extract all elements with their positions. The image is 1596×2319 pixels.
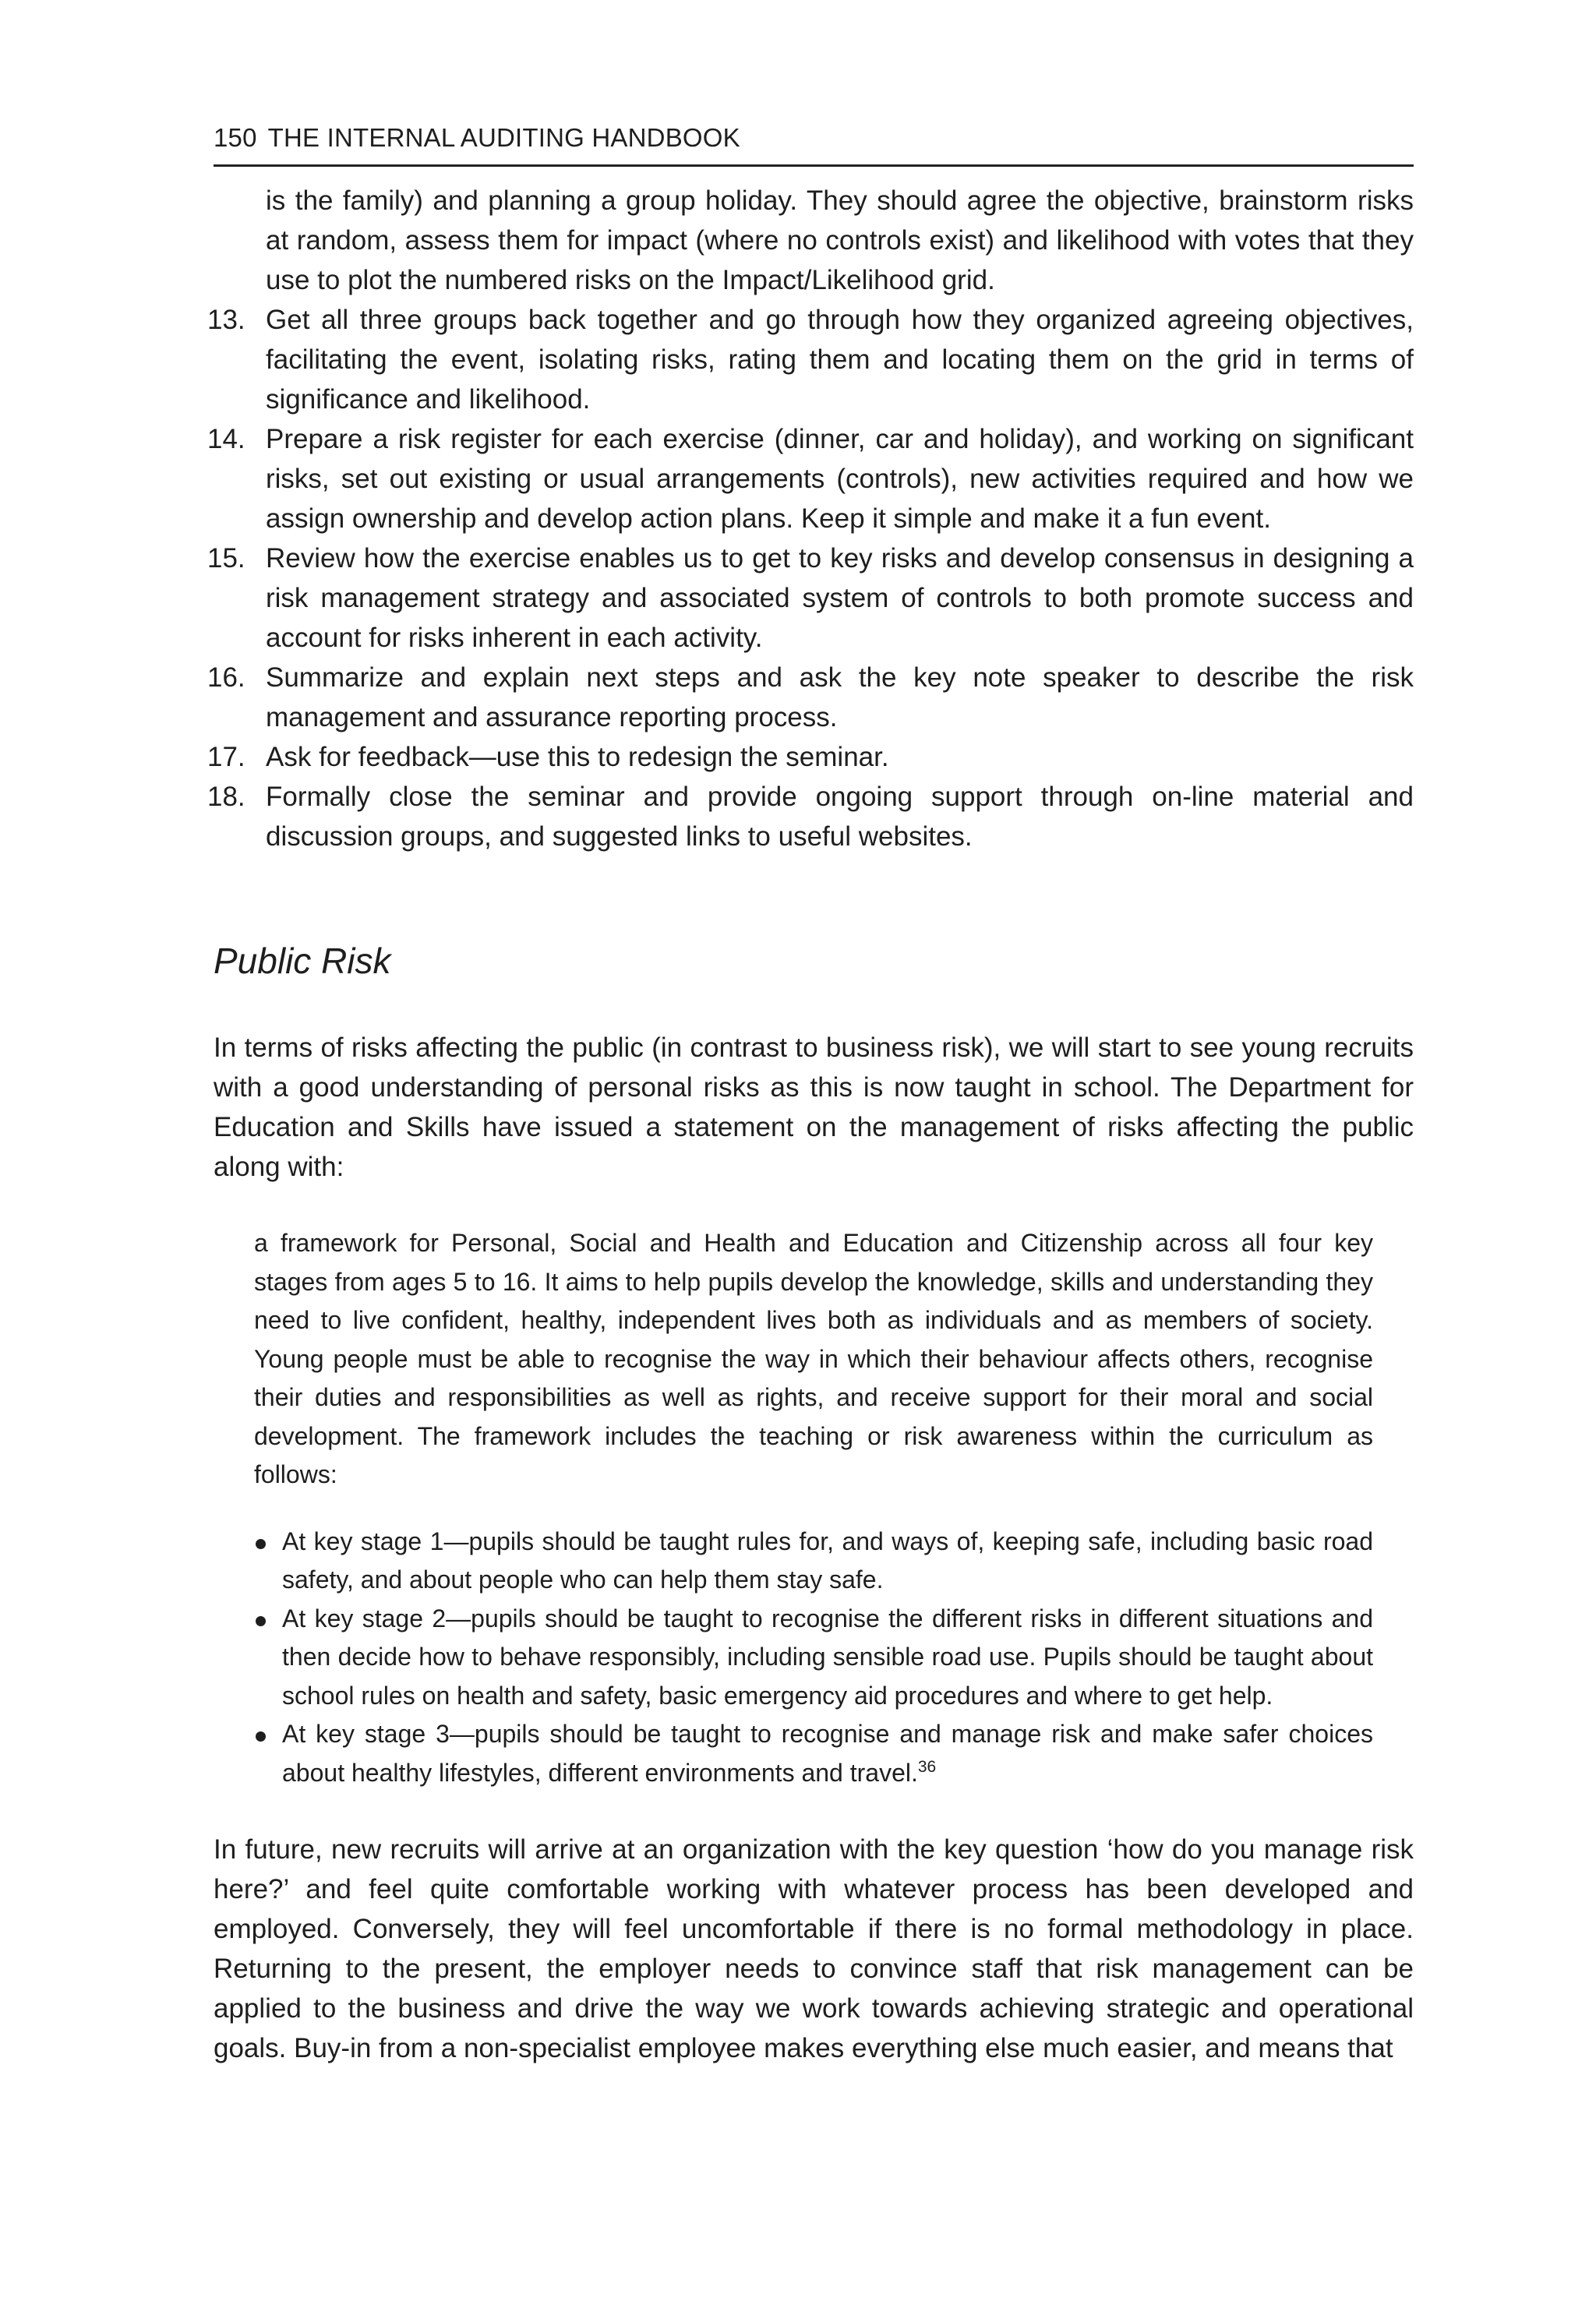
item-number: 17. [207, 742, 245, 772]
item-number: 13. [207, 305, 245, 335]
item-text: Review how the exercise enables us to get to key risks and develop consensus in designing a risk management strategy and associated system of controls to both promote success and account for risks inherent in each activity. [266, 543, 1414, 653]
bullet-icon [256, 1539, 266, 1549]
book-title: THE INTERNAL AUDITING HANDBOOK [267, 123, 740, 152]
item-text: Summarize and explain next steps and ask the key note speaker to describe the risk management and assurance reporting process. [266, 662, 1414, 732]
item-text: is the family) and planning a group holiday. They should agree the objective, brainstorm risks at random, assess them for impact (where no controls exist) and likelihood with votes that they use to plot the numbered risks on the Impact/Likelihood grid. [266, 185, 1414, 295]
closing-paragraph: In future, new recruits will arrive at an organization with the key question ‘how do you manage risk here?’ and feel quite comfortable working with whatever process has been developed and employed. Conversely, they will feel uncomfortable if there is no formal methodology in place. Returning to the present, the employer needs to convince staff that risk management can be applied to the business and drive the way we work towards achieving strategic and operational goals. Buy-in from a non-specialist employee makes everything else much easier, and means that [214, 1834, 1414, 2063]
block-quote [254, 1224, 1373, 1792]
item-number: 16. [207, 662, 245, 693]
list-item [214, 181, 1414, 300]
section-heading: Public Risk [214, 941, 391, 981]
item-text: Formally close the seminar and provide ongoing support through on-line material and discussion groups, and suggested links to useful websites. [266, 782, 1414, 852]
key-stage-bullet-list [254, 1523, 1373, 1793]
bullet-text: At key stage 2—pupils should be taught to recognise the different risks in different situations and then decide how to behave responsibly, including sensible road use. Pupils should be taught about school rules on health and safety, basic emergency aid procedures and where to get help. [282, 1604, 1373, 1710]
bullet-item [254, 1715, 1373, 1792]
bullet-item [254, 1523, 1373, 1600]
item-number: 15. [207, 543, 245, 574]
page-number: 150 [214, 123, 257, 152]
list-item [207, 777, 1414, 856]
item-text: Prepare a risk register for each exercise (dinner, car and holiday), and working on significant risks, set out existing or usual arrangements (controls), new activities required and how we assign ownership and develop action plans. Keep it simple and make it a fun event. [266, 424, 1414, 534]
intro-paragraph: In terms of risks affecting the public (in contrast to business risk), we will start to see young recruits with a good understanding of personal risks as this is now taught in school. The Department for Education and Skills have issued a statement on the management of risks affecting the public along with: [214, 1032, 1414, 1182]
quote-paragraph: a framework for Personal, Social and Health and Education and Citizenship across all four key stages from ages 5 to 16. It aims to help pupils develop the knowledge, skills and understanding they need to live confident, healthy, independent lives both as individuals and as members of society. Young people must be able to recognise the way in which their behaviour affects others, recognise their duties and responsibilities as well as rights, and receive support for their moral and social development. The framework includes the teaching or risk awareness within the curriculum as follows: [254, 1229, 1373, 1488]
bullet-item [254, 1600, 1373, 1716]
list-item [207, 300, 1414, 419]
item-number: 18. [207, 782, 245, 812]
list-item [207, 658, 1414, 737]
bullet-icon [256, 1731, 266, 1742]
list-item [207, 419, 1414, 538]
book-page [207, 117, 1414, 2068]
bullet-text: At key stage 1—pupils should be taught rules for, and ways of, keeping safe, including basic road safety, and about people who can help them stay safe. [282, 1527, 1373, 1594]
numbered-step-list [207, 181, 1414, 856]
bullet-text: At key stage 3—pupils should be taught to recognise and manage risk and make safer choices about healthy lifestyles, different environments and travel. [282, 1720, 1373, 1787]
footnote-reference: 36 [917, 1757, 937, 1776]
bullet-icon [256, 1616, 266, 1626]
item-text: Get all three groups back together and go through how they organized agreeing objectives, facilitating the event, isolating risks, rating them and locating them on the grid in terms of significance and likelihood. [266, 305, 1414, 415]
list-item [207, 737, 1414, 777]
list-item [207, 538, 1414, 658]
running-head [214, 117, 1414, 167]
item-text: Ask for feedback—use this to redesign the seminar. [266, 742, 889, 772]
item-number: 14. [207, 424, 245, 454]
